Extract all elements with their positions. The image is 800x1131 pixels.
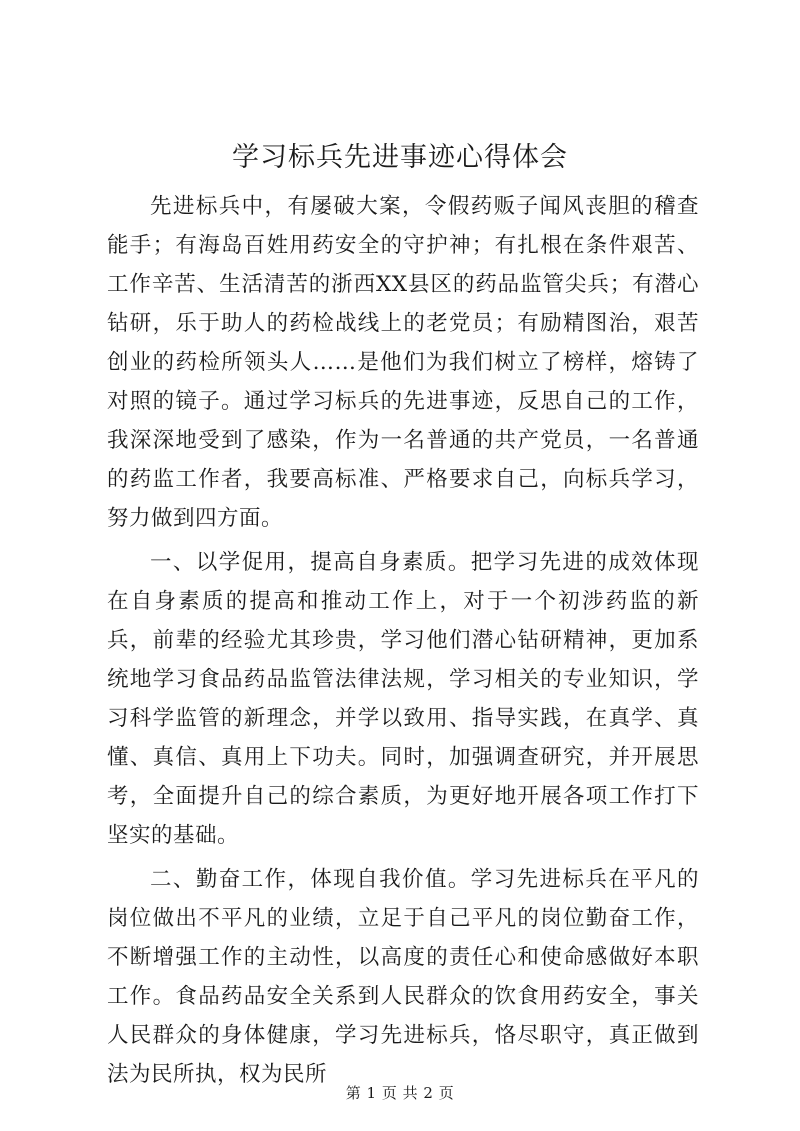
document-title: 学习标兵先进事迹心得体会: [232, 142, 568, 173]
document-body: [107, 187, 699, 1094]
page-number-footer: 第 1 页 共 2 页: [345, 1084, 455, 1102]
paragraph-point-one: 一、以学促用，提高自身素质。把学习先进的成效体现在自身素质的提高和推动工作上，对于一个初涉药监的新兵，前辈的经验尤其珍贵，学习他们潜心钻研精神，更加系统地学习食品药品监管法律法规，学习相关的专业知识，学习科学监管的新理念，并学以致用、指导实践，在真学、真懂、真信、真用上下功夫。同时，加强调查研究，并开展思考，全面提升自己的综合素质，为更好地开展各项工作打下坚实的基础。: [107, 550, 699, 848]
paragraph-intro: 先进标兵中，有屡破大案，令假药贩子闻风丧胆的稽查能手；有海岛百姓用药安全的守护神；有扎根在条件艰苦、工作辛苦、生活清苦的浙西XX县区的药品监管尖兵；有潜心钻研，乐于助人的药检战线上的老党员；有励精图治，艰苦创业的药检所领头人……是他们为我们树立了榜样，熔铸了对照的镜子。通过学习标兵的先进事迹，反思自己的工作，我深深地受到了感染，作为一名普通的共产党员，一名普通的药监工作者，我要高标准、严格要求自己，向标兵学习，努力做到四方面。: [107, 194, 699, 531]
paragraph-point-two: 二、勤奋工作，体现自我价值。学习先进标兵在平凡的岗位做出不平凡的业绩，立足于自己平凡的岗位勤奋工作，不断增强工作的主动性，以高度的责任心和使命感做好本职工作。食品药品安全关系到人民群众的饮食用药安全，事关人民群众的身体健康，学习先进标兵，恪尽职守，真正做到法为民所执，权为民所: [107, 867, 699, 1087]
